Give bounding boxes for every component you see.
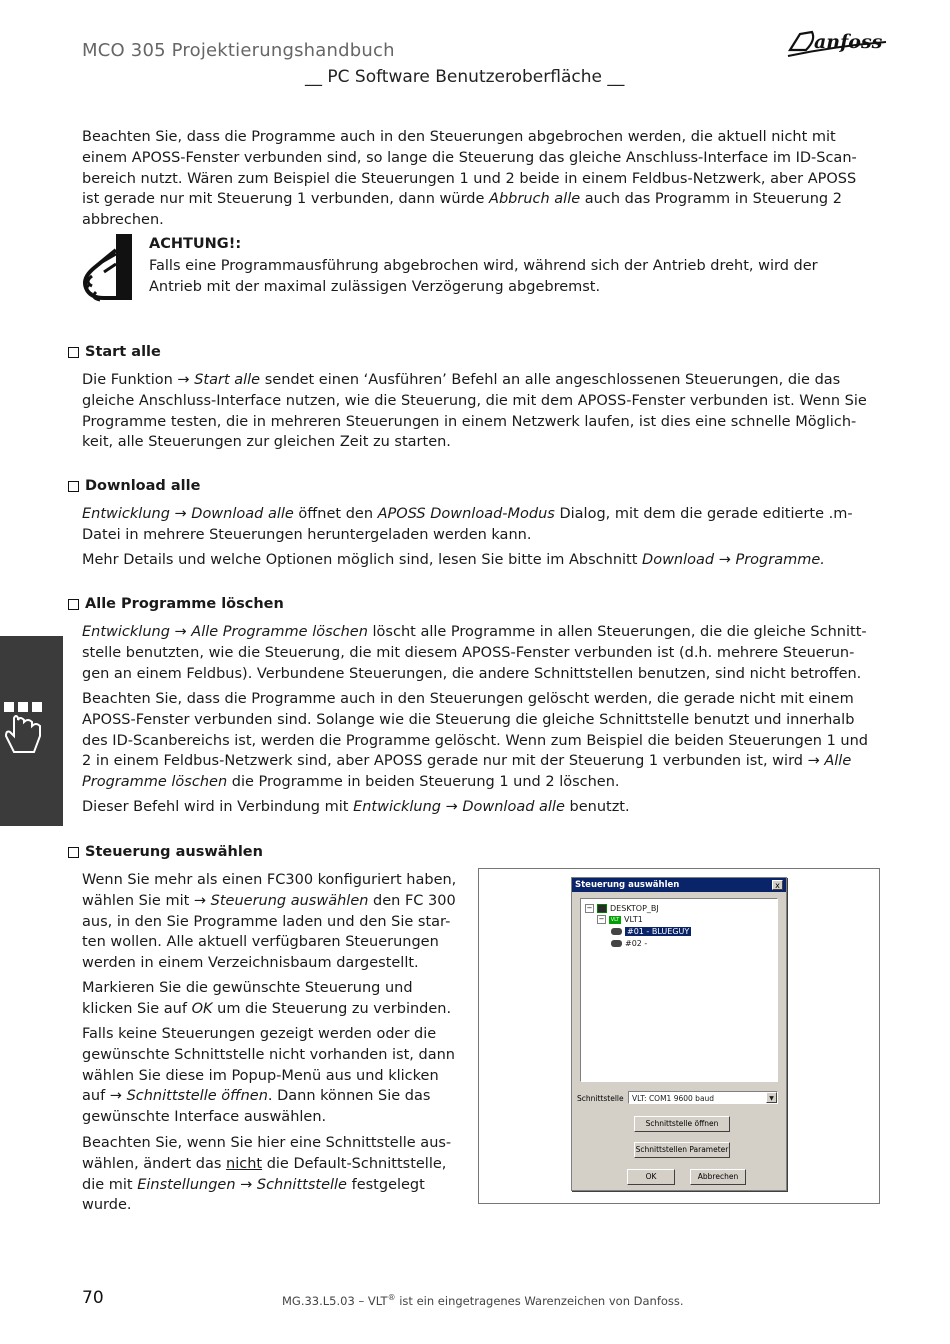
interface-select[interactable] xyxy=(628,1091,778,1104)
ok-button[interactable]: OK xyxy=(627,1169,675,1185)
tree-node-controller-2[interactable] xyxy=(611,938,647,949)
heading-alle-programme-loeschen: Alle Programme löschen xyxy=(68,596,284,612)
warning-text: Falls eine Programmausführung abgebrochen wird, während sich der Antrieb dreht, wird der Antrieb mit der maximal zulässigen Verzögerung abgebremst. xyxy=(149,258,818,295)
chevron-down-icon[interactable]: ▼ xyxy=(766,1092,777,1103)
download-alle-paragraph-2: Mehr Details und welche Optionen möglich sind, lesen Sie bitte im Abschnitt Download → Programme. xyxy=(82,552,825,568)
collapse-icon[interactable]: − xyxy=(586,904,593,912)
checkbox-bullet-icon xyxy=(68,481,79,492)
svg-text:anfoss: anfoss xyxy=(814,31,883,53)
steuerung-auswaehlen-dialog xyxy=(571,877,787,1191)
interface-parameters-button[interactable]: Schnittstellen Parameter xyxy=(634,1142,730,1158)
section-title: __ PC Software Benutzeroberfläche __ xyxy=(305,67,625,87)
collapse-icon[interactable]: − xyxy=(598,915,605,923)
danfoss-logo xyxy=(786,20,890,60)
tree-node-vlt-label: VLT1 xyxy=(624,915,643,924)
controller-icon xyxy=(611,940,622,947)
open-interface-button[interactable]: Schnittstelle öffnen xyxy=(634,1116,730,1132)
close-button[interactable]: x xyxy=(772,880,783,890)
checkbox-bullet-icon xyxy=(68,847,79,858)
loeschen-paragraph-3: Dieser Befehl wird in Verbindung mit Entwicklung → Download alle benutzt. xyxy=(82,799,630,815)
steuerung-paragraph-1: Wenn Sie mehr als einen FC300 konfiguriert haben, wählen Sie mit → Steuerung auswählen den FC 300 aus, in den Sie Programme laden und den Sie star-ten wollen. Alle aktuell verfügbaren Steuerungen werden in einem Verzeichnisbaum dargestellt. xyxy=(82,872,457,972)
warning-title: ACHTUNG!: xyxy=(149,236,242,252)
tree-node-vlt[interactable] xyxy=(597,914,643,925)
heading-steuerung-auswaehlen: Steuerung auswählen xyxy=(68,844,263,860)
computer-icon xyxy=(597,904,607,913)
steuerung-paragraph-4: Beachten Sie, wenn Sie hier eine Schnittstelle aus-wählen, ändert das nicht die Default-Schnittstelle, die mit Einstellungen → Schnittstelle festgelegt wurde. xyxy=(82,1135,452,1214)
start-alle-paragraph: Die Funktion → Start alle sendet einen ‘Ausführen’ Befehl an alle angeschlossenen Steuerungen, die das gleiche Anschluss-Interface nutzen, wie die Steuerung, die mit dem APOSS-Fenster verbunden ist. Wenn Sie Programme testen, die in mehreren Steuerungen in einem Netzwerk laufen, ist dies eine schnelle Möglich-keit, alle Steuerungen zur gleichen Zeit zu starten. xyxy=(82,372,867,451)
controller-tree[interactable] xyxy=(580,898,778,1082)
tree-node-root-label: DESKTOP_BJ xyxy=(610,904,659,913)
interface-select-value: VLT: COM1 9600 baud xyxy=(632,1094,715,1103)
hand-pointer-icon xyxy=(0,636,63,826)
checkbox-bullet-icon xyxy=(68,599,79,610)
interface-label: Schnittstelle xyxy=(577,1094,624,1103)
tree-node-controller-1-label: #01 - BLUEGUY xyxy=(627,927,690,936)
steuerung-paragraph-2: Markieren Sie die gewünschte Steuerung und klicken Sie auf OK um die Steuerung zu verbinden. xyxy=(82,980,452,1017)
dialog-title: Steuerung auswählen xyxy=(572,878,786,892)
page-number: 70 xyxy=(82,1288,104,1308)
cancel-button[interactable]: Abbrechen xyxy=(690,1169,746,1185)
download-alle-paragraph-1: Entwicklung → Download alle öffnet den APOSS Download-Modus Dialog, mit dem die gerade editierte .m-Datei in mehrere Steuerungen heruntergeladen werden kann. xyxy=(82,506,853,543)
heading-download-alle: Download alle xyxy=(68,478,200,494)
warning-hand-icon xyxy=(80,232,136,304)
document-title: MCO 305 Projektierungshandbuch xyxy=(82,40,395,61)
tree-node-controller-1[interactable] xyxy=(611,926,691,937)
loeschen-paragraph-2: Beachten Sie, dass die Programme auch in den Steuerungen gelöscht werden, die gerade nicht mit einem APOSS-Fenster verbunden sind. Solange wie die Steuerung die gleiche Schnittstelle benutzt und innerhalb des ID-Scanbereichs ist, werden die Programme gelöscht. Wenn zum Beispiel die beiden Steuerungen 1 und 2 in einem Feldbus-Netzwerk sind, aber APOSS gerade nur mit der Steuerung 1 verbunden ist, wird → Alle Programme löschen die Programme in beiden Steuerung 1 und 2 löschen. xyxy=(82,691,869,791)
footer-note: MG.33.L5.03 – VLT® ist ein eingetragenes Warenzeichen von Danfoss. xyxy=(282,1293,684,1308)
checkbox-bullet-icon xyxy=(68,347,79,358)
tree-node-root[interactable] xyxy=(585,903,659,914)
vlt-icon: VLT xyxy=(610,916,620,923)
intro-paragraph: Beachten Sie, dass die Programme auch in den Steuerungen abgebrochen werden, die aktuell nicht mit einem APOSS-Fenster verbunden sind, so lange die Steuerung das gleiche Anschluss-Interface im ID-Scan-bereich nutzt. Wären zum Beispiel die Steuerungen 1 und 2 beide in einem Feldbus-Netzwerk, aber APOSS ist gerade nur mit Steuerung 1 verbunden, dann würde Abbruch alle auch das Programm in Steuerung 2 abbrechen. xyxy=(82,129,857,229)
chapter-side-tab xyxy=(0,636,63,826)
dialog-screenshot-figure xyxy=(478,868,880,1204)
steuerung-paragraph-3: Falls keine Steuerungen gezeigt werden oder die gewünschte Schnittstelle nicht vorhanden ist, dann wählen Sie diese im Popup-Menü aus und klicken auf → Schnittstelle öffnen. Dann können Sie das gewünschte Interface auswählen. xyxy=(82,1026,455,1126)
heading-start-alle: Start alle xyxy=(68,344,161,360)
controller-icon xyxy=(611,928,622,935)
loeschen-paragraph-1: Entwicklung → Alle Programme löschen löscht alle Programme in allen Steuerungen, die die gleiche Schnitt-stelle benutzten, wie die Steuerung, die mit diesem APOSS-Fenster verbunden ist (d.h. mehrere Steuerun-gen an einem Feldbus). Verbundene Steuerungen, die andere Schnittstellen benutzen, sind nicht betroffen. xyxy=(82,624,867,682)
tree-node-controller-2-label: #02 - xyxy=(625,939,648,948)
